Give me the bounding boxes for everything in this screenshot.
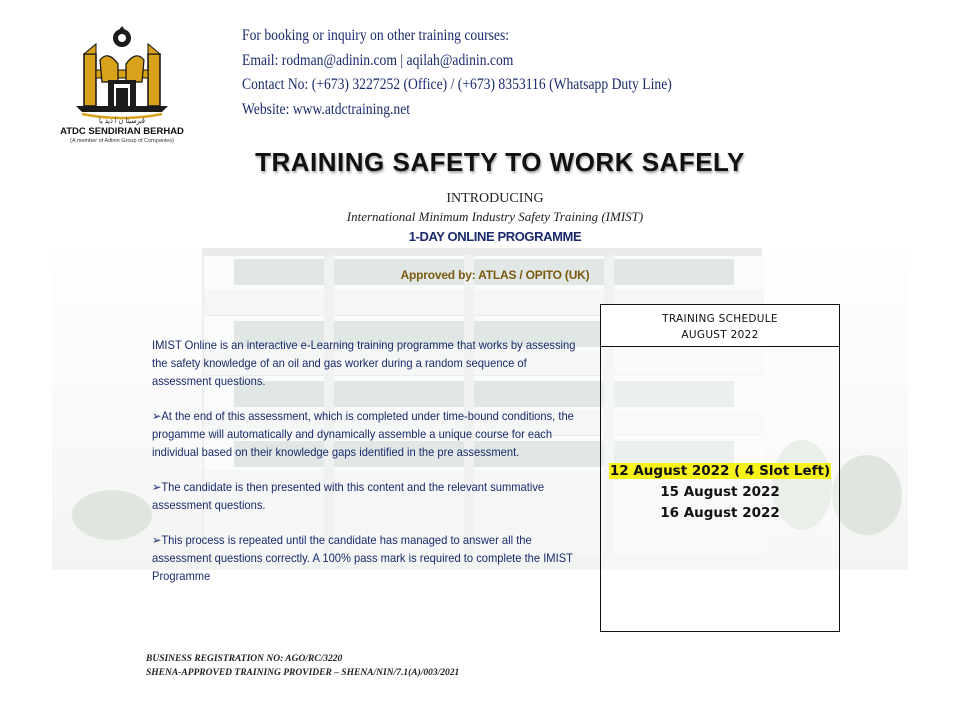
program-full-name: International Minimum Industry Safety Training (IMIST)	[346, 209, 644, 224]
introducing-label: INTRODUCING	[446, 191, 544, 206]
schedule-heading-month: AUGUST 2022	[681, 329, 759, 341]
phone-line: Contact No: (+673) 3227252 (Office) / (+673) 8353116 (Whatsapp Duty Line)	[242, 76, 672, 94]
schedule-heading	[601, 305, 839, 347]
description-paragraph: ➢At the end of this assessment, which is completed under time-bound conditions, the progamme will automatically and dynamically assemble a unique course for each individual based on their knowledge gaps identified in the pre assessment.	[152, 409, 574, 459]
schedule-date: 16 August 2022	[660, 505, 780, 521]
schedule-heading-title: TRAINING SCHEDULE	[662, 313, 778, 325]
schedule-dates	[601, 461, 839, 524]
description-paragraph: IMIST Online is an interactive e-Learning training programme that works by assessing the safety knowledge of an oil and gas worker during a random sequence of assessment questions.	[152, 338, 576, 388]
description-paragraph: ➢The candidate is then presented with this content and the relevant summative assessment questions.	[152, 480, 545, 512]
page-title: TRAINING SAFETY TO WORK SAFELY	[255, 147, 745, 177]
company-member-line: (A member of Adinin Group of Companies)	[70, 138, 174, 144]
business-registration: BUSINESS REGISTRATION NO: AGO/RC/3220	[146, 654, 343, 664]
atdc-logo	[62, 14, 182, 144]
website-line: Website: www.atdctraining.net	[242, 100, 411, 118]
program-description	[152, 336, 592, 602]
approval-line: Approved by: ATLAS / OPITO (UK)	[400, 268, 590, 282]
logo-jawi-text: ﭬيرسيتا ن ا ديد يا	[99, 116, 145, 125]
schedule-date: 15 August 2022	[660, 484, 780, 500]
footer-registration	[146, 652, 459, 680]
booking-inquiry-line: For booking or inquiry on other training courses:	[242, 27, 510, 44]
contact-info	[242, 24, 672, 122]
company-name: ATDC SENDIRIAN BERHAD	[60, 126, 184, 137]
schedule-date-highlighted: 12 August 2022 ( 4 Slot Left)	[609, 463, 831, 479]
training-schedule-box	[600, 304, 840, 632]
description-paragraph: ➢This process is repeated until the candidate has managed to answer all the assessment questions correctly. A 100% pass mark is required to complete the IMIST Programme	[152, 533, 573, 583]
program-format: 1-DAY ONLINE PROGRAMME	[408, 229, 582, 244]
training-provider-approval: SHENA-APPROVED TRAINING PROVIDER – SHENA/NIN/7.1(A)/003/2021	[146, 668, 460, 678]
email-line: Email: rodman@adinin.com | aqilah@adinin.com	[242, 51, 514, 69]
